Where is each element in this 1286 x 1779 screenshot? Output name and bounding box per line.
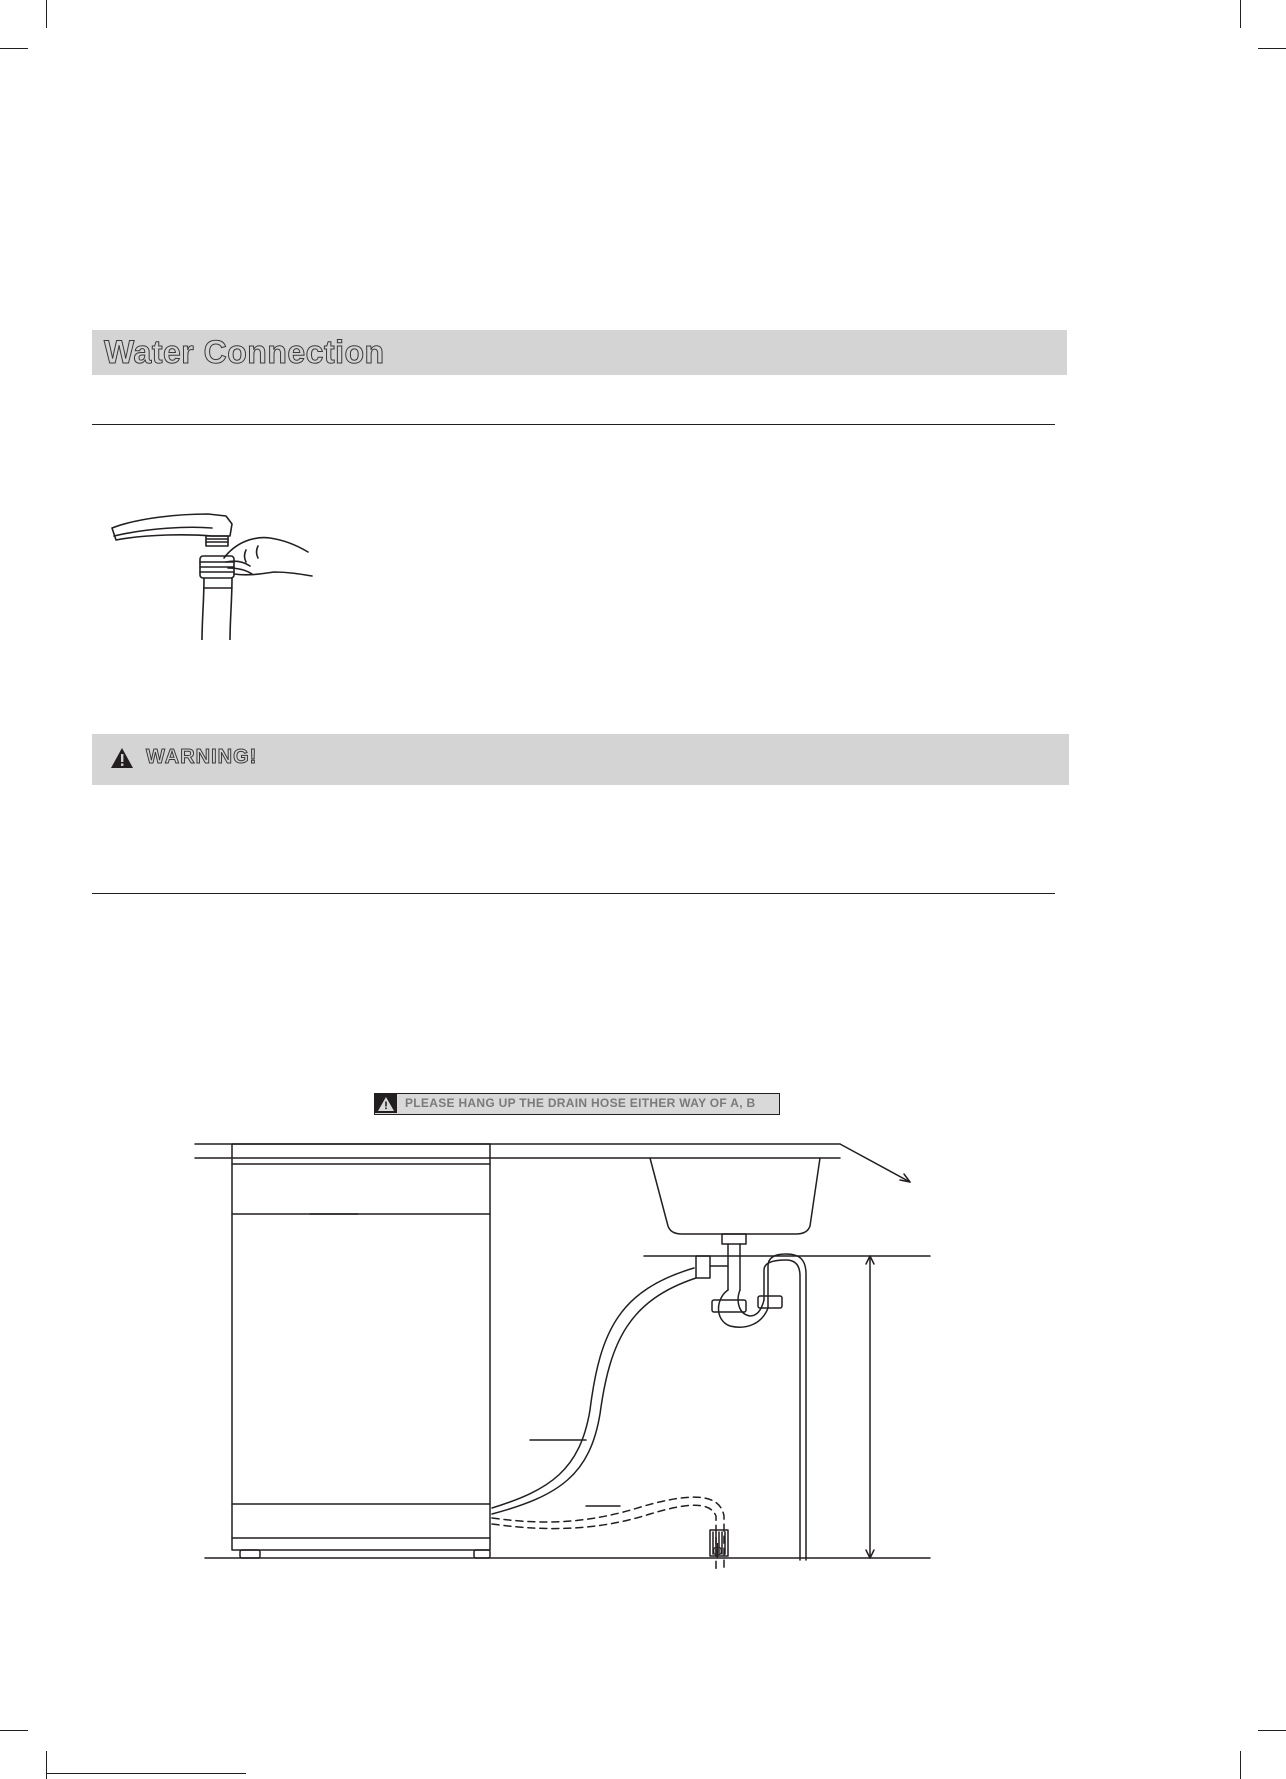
crop-mark-bottom-left-v bbox=[46, 1751, 47, 1779]
divider-bottom bbox=[92, 893, 1055, 894]
crop-mark-bottom-right-h bbox=[1258, 1730, 1286, 1731]
crop-mark-bottom-right-v bbox=[1240, 1751, 1241, 1779]
countertop-leader bbox=[840, 1144, 910, 1182]
drain-installation-diagram bbox=[190, 1130, 950, 1570]
crop-mark-top-right-v bbox=[1240, 0, 1241, 28]
drain-hose-note-text: PLEASE HANG UP THE DRAIN HOSE EITHER WAY OF A, B bbox=[405, 1096, 756, 1110]
footer-line bbox=[46, 1773, 246, 1774]
tap-hose-illustration bbox=[108, 500, 318, 640]
page-title: Water Connection bbox=[104, 334, 385, 370]
crop-mark-top-right-h bbox=[1258, 48, 1286, 49]
warning-label: WARNING! bbox=[146, 746, 258, 768]
warning-triangle-icon bbox=[375, 1094, 397, 1113]
crop-mark-top-left-h bbox=[0, 48, 28, 49]
crop-mark-bottom-left-h bbox=[0, 1730, 28, 1731]
warning-banner bbox=[92, 734, 1069, 785]
dishwasher-body bbox=[232, 1144, 490, 1550]
drain-hose-note bbox=[374, 1093, 780, 1115]
crop-mark-top-left-v bbox=[46, 0, 47, 28]
warning-triangle-icon bbox=[110, 747, 134, 769]
section-title-banner bbox=[92, 330, 1067, 375]
divider-top bbox=[92, 424, 1055, 425]
diameter-symbol: ϕ bbox=[712, 1540, 723, 1559]
sink-basin bbox=[650, 1158, 820, 1234]
